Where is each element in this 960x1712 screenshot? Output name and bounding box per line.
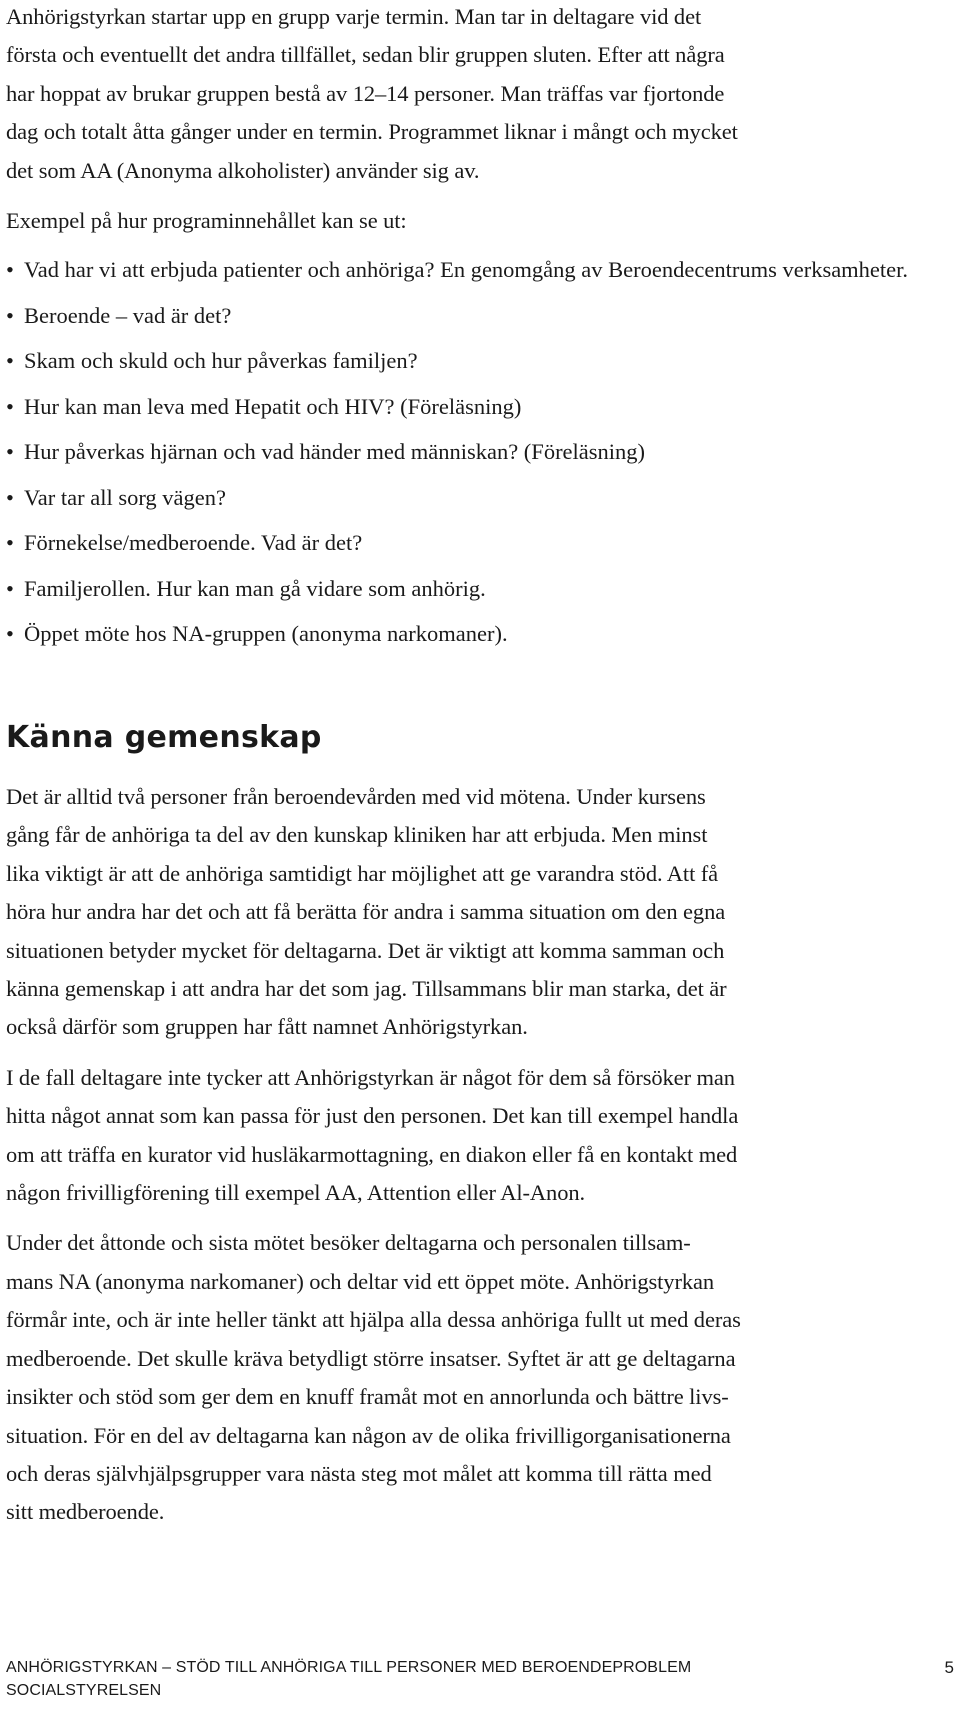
paragraph-line: Det är alltid två personer från beroendevården med vid mötena. Under kursens [6,784,706,809]
list-item [6,433,952,471]
intro-line: första och eventuellt det andra tillfället, sedan blir gruppen sluten. Efter att några [6,42,725,68]
list-item [6,479,952,517]
bullet-icon: • [6,439,14,464]
paragraph-line: och deras självhjälpsgrupper vara nästa steg mot målet att komma till rätta med [6,1460,712,1486]
section-paragraph [6,1224,956,1531]
list-item [6,251,952,289]
bullet-icon: • [6,257,14,282]
intro-line: har hoppat av brukar gruppen bestå av 12–14 personer. Man träffas var fjortonde [6,80,725,106]
list-item-text: Öppet möte hos NA-gruppen (anonyma narkomaner). [24,621,508,646]
list-item-text: Hur påverkas hjärnan och vad händer med människan? (Föreläsning) [24,439,646,464]
page-number: 5 [944,1658,954,1677]
bullet-icon: • [6,621,14,646]
intro-line: det som AA (Anonyma alkoholister) använder sig av. [6,157,480,183]
list-item-text: Vad har vi att erbjuda patienter och anhöriga? En genomgång av Beroendecentrums verksamheter. [24,257,909,282]
list-item [6,342,952,380]
paragraph-line: om att träffa en kurator vid husläkarmottagning, en diakon eller få en kontakt med [6,1141,738,1167]
paragraph-line: medberoende. Det skulle kräva betydligt större insatser. Syftet är att ge deltagarna [6,1345,736,1371]
paragraph-line: höra hur andra har det och att få berätta för andra i samma situation om den egna [6,899,726,925]
paragraph-line: insikter och stöd som ger dem en knuff framåt mot en annorlunda och bättre livs- [6,1384,729,1410]
paragraph-line: situationen betyder mycket för deltagarna. Det är viktigt att komma samman och [6,937,725,963]
bullet-icon: • [6,348,14,373]
paragraph-line: mans NA (anonyma narkomaner) och deltar vid ett öppet möte. Anhörigstyrkan [6,1268,715,1294]
paragraph-line: lika viktigt är att de anhöriga samtidigt har möjlighet att ge varandra stöd. Att få [6,860,719,886]
paragraph-line: hitta något annat som kan passa för just den personen. Det kan till exempel handla [6,1103,739,1129]
list-item-text: Hur kan man leva med Hepatit och HIV? (Föreläsning) [24,393,522,419]
bullet-icon: • [6,302,14,328]
intro-line: Anhörigstyrkan startar upp en grupp varje termin. Man tar in deltagare vid det [6,4,702,29]
footer-publisher: SOCIALSTYRELSEN [6,1682,162,1699]
paragraph-line: sitt medberoende. [6,1499,165,1525]
section-paragraph [6,778,956,1047]
footer-title: ANHÖRIGSTYRKAN – STÖD TILL ANHÖRIGA TILL PERSONER MED BEROENDEPROBLEM [6,1659,692,1676]
paragraph-line: situation. För en del av deltagarna kan någon av de olika frivilligorganisationerna [6,1422,731,1448]
bullet-icon: • [6,530,14,555]
examples-lead: Exempel på hur programinnehållet kan se ut: [6,208,407,233]
list-item-text: Var tar all sorg vägen? [24,484,227,510]
intro-line: dag och totalt åtta gånger under en termin. Programmet liknar i mångt och mycket [6,119,738,145]
paragraph-line: förmår inte, och är inte heller tänkt att hjälpa alla dessa anhöriga fullt ut med deras [6,1307,741,1333]
section-heading: Känna gemenskap [6,720,322,755]
paragraph-line: känna gemenskap i att andra har det som jag. Tillsammans blir man starka, det är [6,976,727,1002]
section-body [6,778,956,1544]
list-item [6,570,952,608]
paragraph-line: Under det åttonde och sista mötet besöker deltagarna och personalen tillsam- [6,1230,691,1256]
bullet-icon: • [6,575,14,601]
list-item-text: Beroende – vad är det? [24,302,232,328]
list-item [6,615,952,653]
page-footer [6,1656,954,1702]
list-item [6,297,952,335]
list-item-text: Skam och skuld och hur påverkas familjen? [24,348,418,373]
section-paragraph [6,1059,956,1213]
paragraph-line: också därför som gruppen har fått namnet Anhörigstyrkan. [6,1014,528,1040]
paragraph-line: I de fall deltagare inte tycker att Anhörigstyrkan är något för dem så försöker man [6,1064,735,1090]
paragraph-line: någon frivilligförening till exempel AA, Attention eller Al-Anon. [6,1180,586,1206]
list-item [6,388,952,426]
bullet-icon: • [6,393,14,419]
intro-paragraph [6,0,952,190]
list-item [6,524,952,562]
examples-list [6,251,952,661]
bullet-icon: • [6,484,14,510]
list-item-text: Förnekelse/medberoende. Vad är det? [24,530,363,555]
list-item-text: Familjerollen. Hur kan man gå vidare som anhörig. [24,575,486,601]
paragraph-line: gång får de anhöriga ta del av den kunskap kliniken har att erbjuda. Men minst [6,822,708,848]
